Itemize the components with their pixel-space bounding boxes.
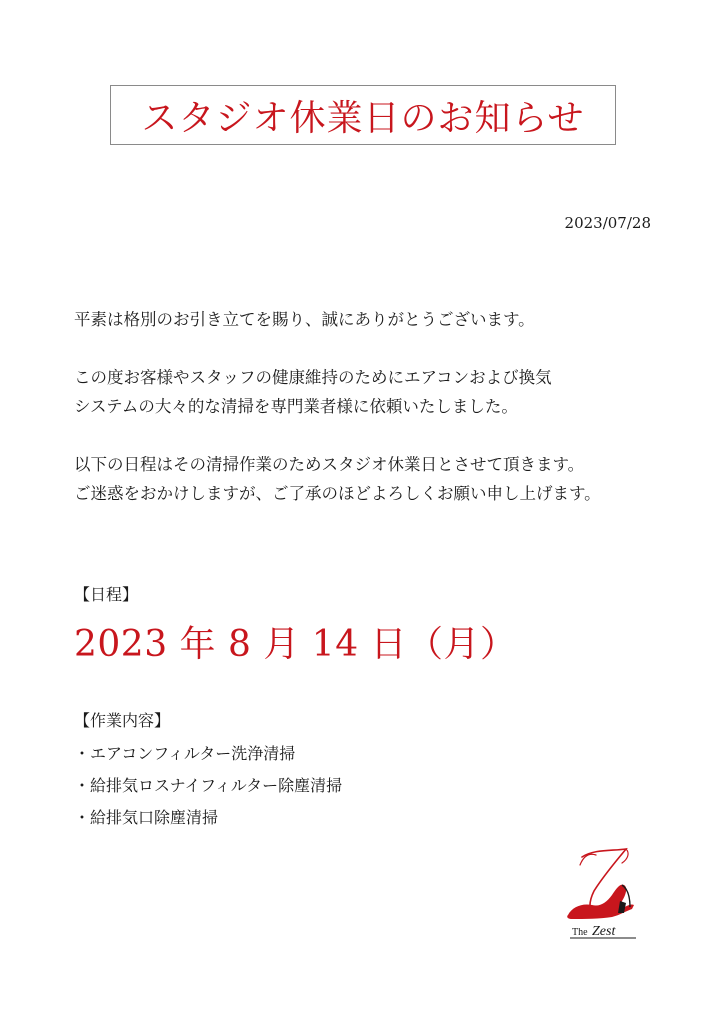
notice-body bbox=[74, 305, 674, 537]
paragraph-line: ご迷惑をおかけしますが、ご了承のほどよろしくお願い申し上げます。 bbox=[74, 484, 601, 503]
schedule-date: 2023 年 8 月 14 日（月） bbox=[74, 624, 517, 665]
paragraph-reason bbox=[74, 363, 674, 421]
paragraph-greeting bbox=[74, 305, 674, 334]
paragraph-closure bbox=[74, 450, 674, 508]
title-box bbox=[110, 85, 616, 145]
list-item: ・給排気ロスナイフィルター除塵清掃 bbox=[74, 776, 343, 795]
paragraph-line: 平素は格別のお引き立てを賜り、誠にありがとうございます。 bbox=[74, 310, 535, 329]
paragraph-line: システムの大々的な清掃を専門業者様に依頼いたしました。 bbox=[74, 397, 518, 416]
paragraph-line: この度お客様やスタッフの健康維持のためにエアコンおよび換気 bbox=[74, 368, 552, 387]
schedule-label: 【日程】 bbox=[74, 585, 139, 604]
work-content-label: 【作業内容】 bbox=[74, 711, 171, 730]
notice-date: 2023/07/28 bbox=[564, 214, 651, 232]
page-title: スタジオ休業日のお知らせ bbox=[141, 97, 585, 139]
paragraph-line: 以下の日程はその清掃作業のためスタジオ休業日とさせて頂きます。 bbox=[74, 455, 585, 474]
logo-text-the: The bbox=[572, 927, 588, 938]
list-item: ・エアコンフィルター洗浄清掃 bbox=[74, 744, 296, 763]
list-item: ・給排気口除塵清掃 bbox=[74, 808, 219, 827]
work-content-list bbox=[74, 738, 342, 834]
logo-heel-shoe bbox=[567, 885, 634, 919]
brand-logo bbox=[560, 845, 650, 940]
logo-text-zest: Zest bbox=[592, 924, 616, 939]
